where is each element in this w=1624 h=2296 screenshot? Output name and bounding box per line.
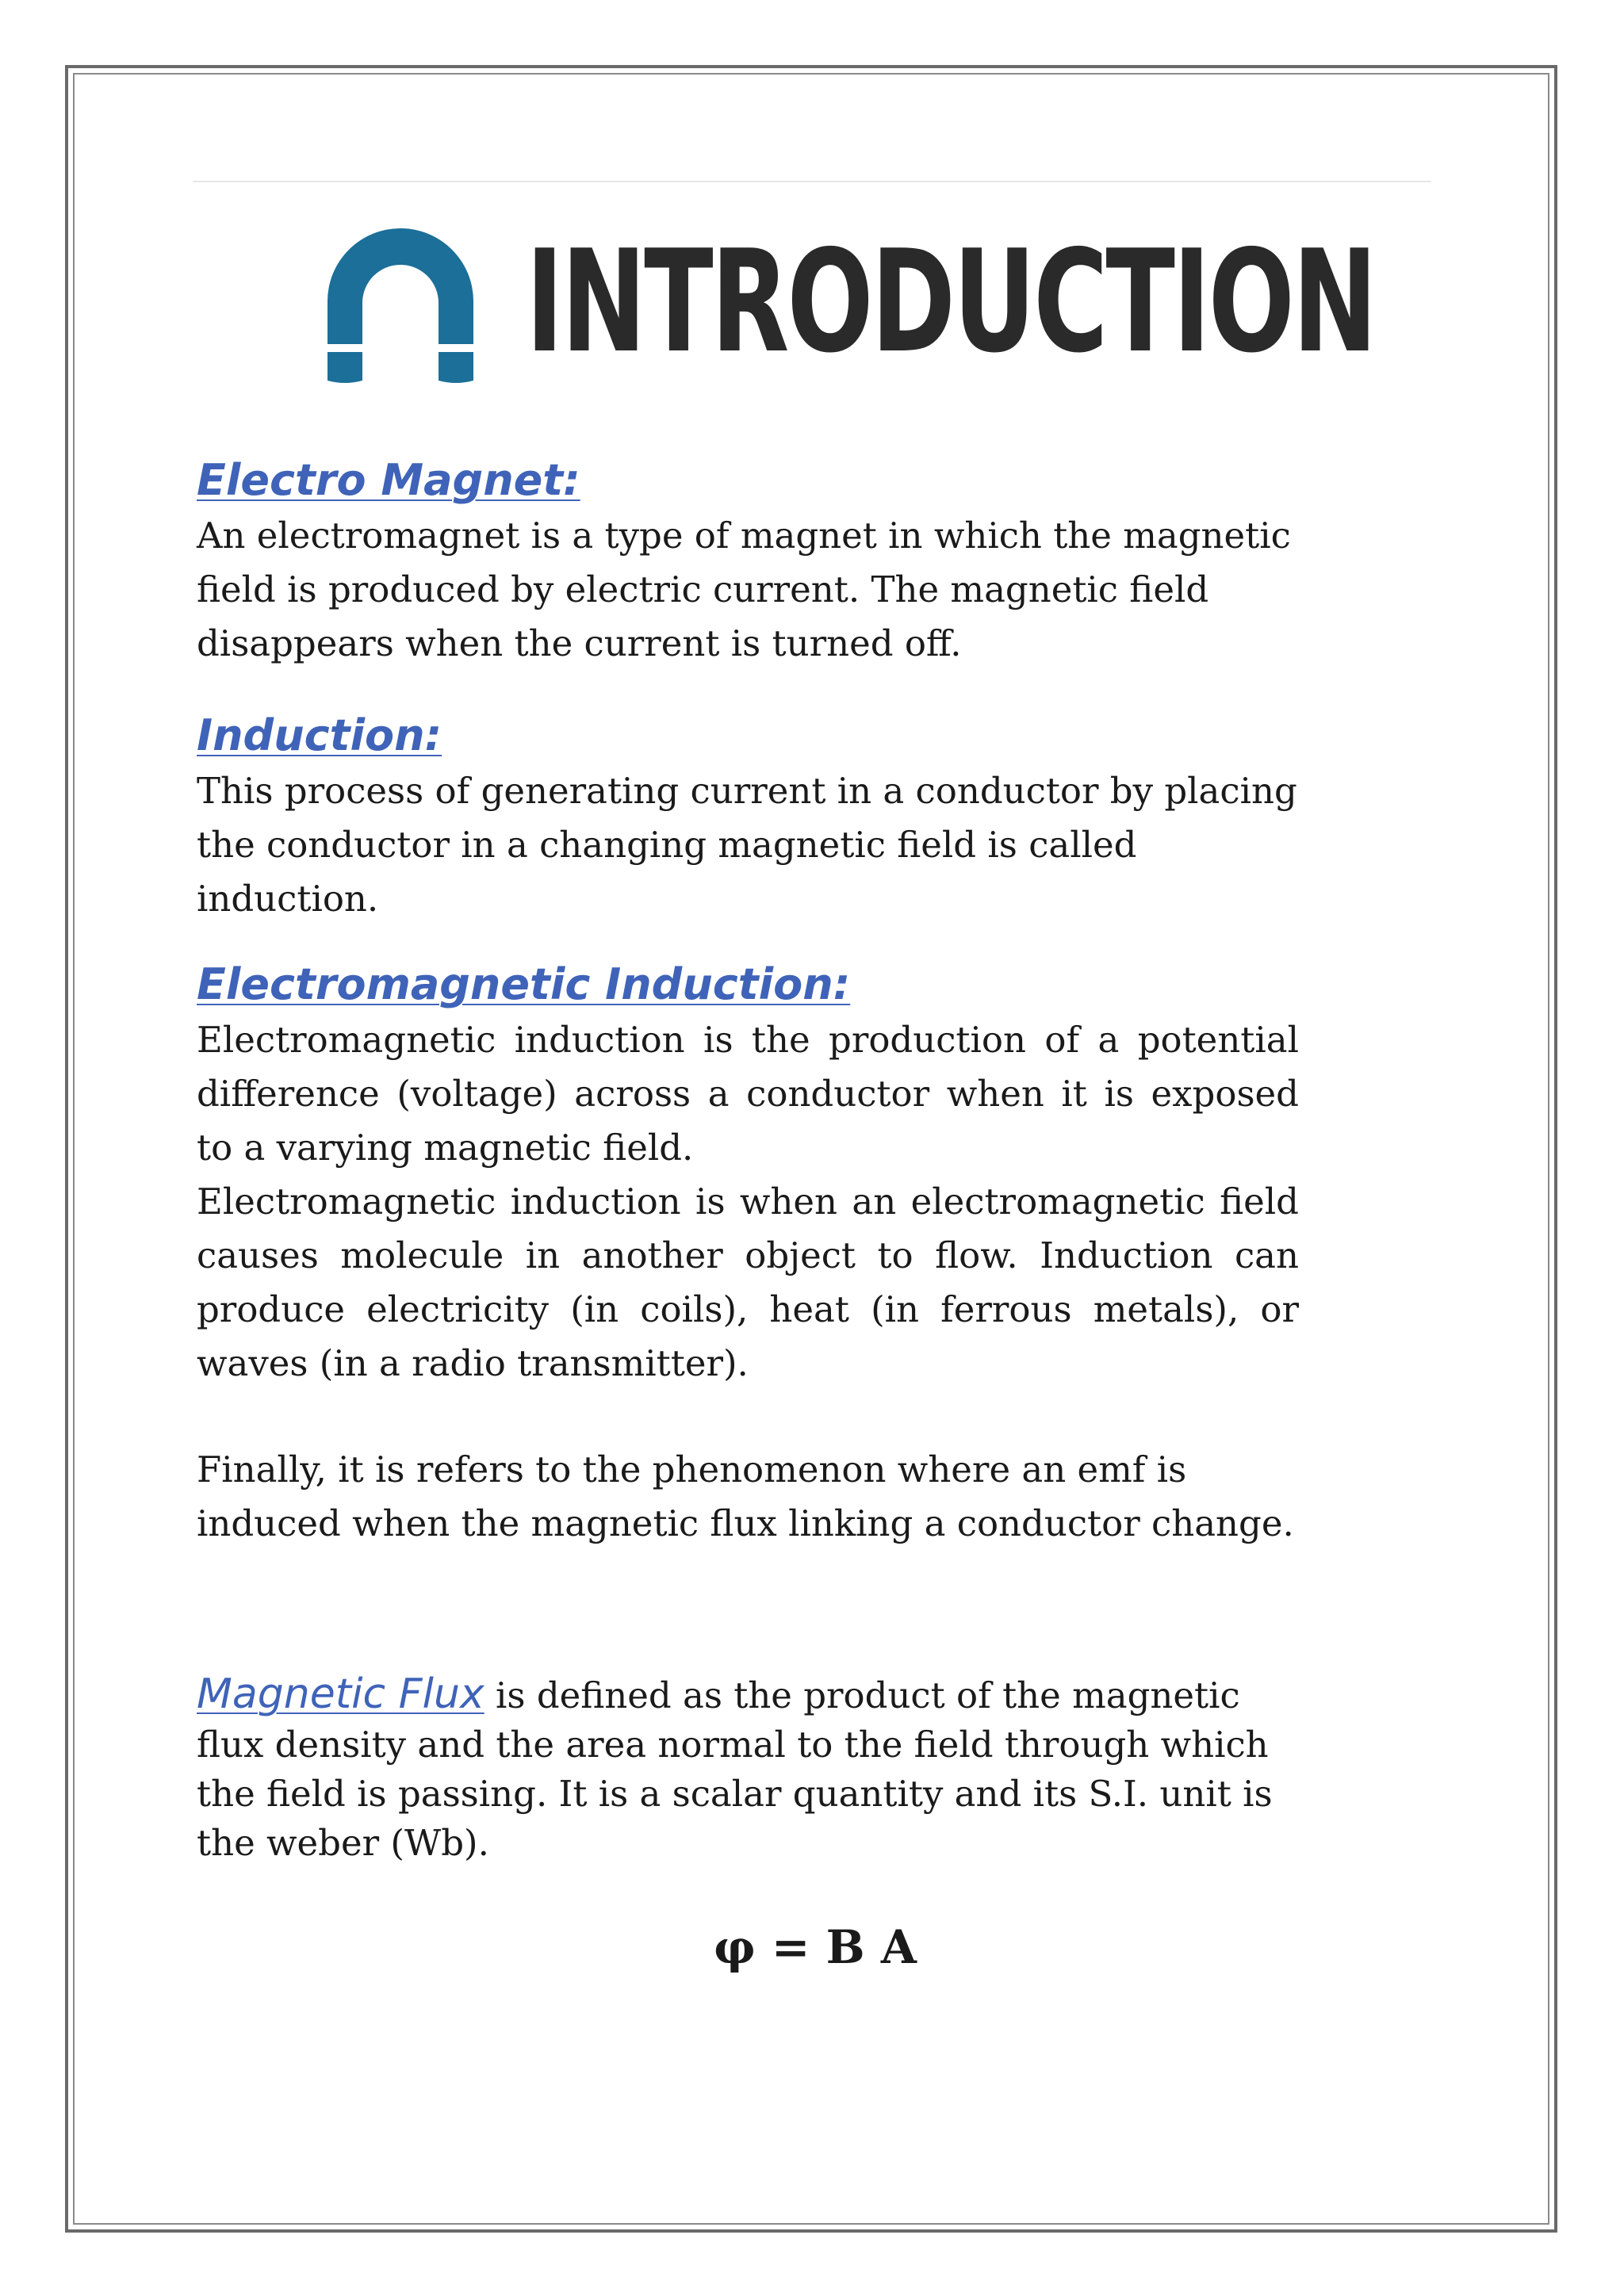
paragraph-emi-definition: Electromagnetic induction is the production of a potential difference (voltage) across a conductor when it is exposed to a varying magnetic field. xyxy=(197,1019,1299,1169)
paragraph-emi-final: Finally, it is refers to the phenomenon where an emf is induced when the magnetic flux linking a conductor change. xyxy=(197,1448,1294,1544)
section-magnetic-flux xyxy=(197,1670,1299,1868)
heading-magnetic-flux: Magnetic Flux xyxy=(197,1670,485,1718)
banner-title: INTRODUCTION xyxy=(526,220,1376,384)
document-body xyxy=(197,452,1299,1979)
section-electromagnetic-induction xyxy=(197,956,1299,1551)
section-induction xyxy=(197,707,1299,926)
header-rule xyxy=(193,181,1431,182)
heading-electromagnetic-induction: Electromagnetic Induction: xyxy=(197,959,851,1009)
paragraph-emi-effects: Electromagnetic induction is when an electromagnetic field causes molecule in another object to flow. Induction can produce electricity (in coils), heat (in ferrous metals), or waves (in a radio transmitter). xyxy=(197,1181,1299,1384)
paragraph-induction: This process of generating current in a conductor by placing the conductor in a changing magnetic field is called induction. xyxy=(197,770,1297,920)
paragraph-electro-magnet: An electromagnet is a type of magnet in which the magnetic field is produced by electric current. The magnetic field disappears when the current is turned off. xyxy=(197,515,1291,664)
heading-electro-magnet: Electro Magnet: xyxy=(197,455,580,505)
flux-formula: φ = B A xyxy=(714,1920,917,1974)
paragraph-magnetic-flux: is defined as the product of the magnetic flux density and the area normal to the field through which the field is passing. It is a scalar quantity and its S.I. unit is the weber (Wb). xyxy=(197,1674,1273,1864)
section-electro-magnet xyxy=(197,452,1299,671)
heading-induction: Induction: xyxy=(197,710,442,760)
magnet-icon xyxy=(321,225,480,384)
introduction-banner xyxy=(321,220,1376,388)
